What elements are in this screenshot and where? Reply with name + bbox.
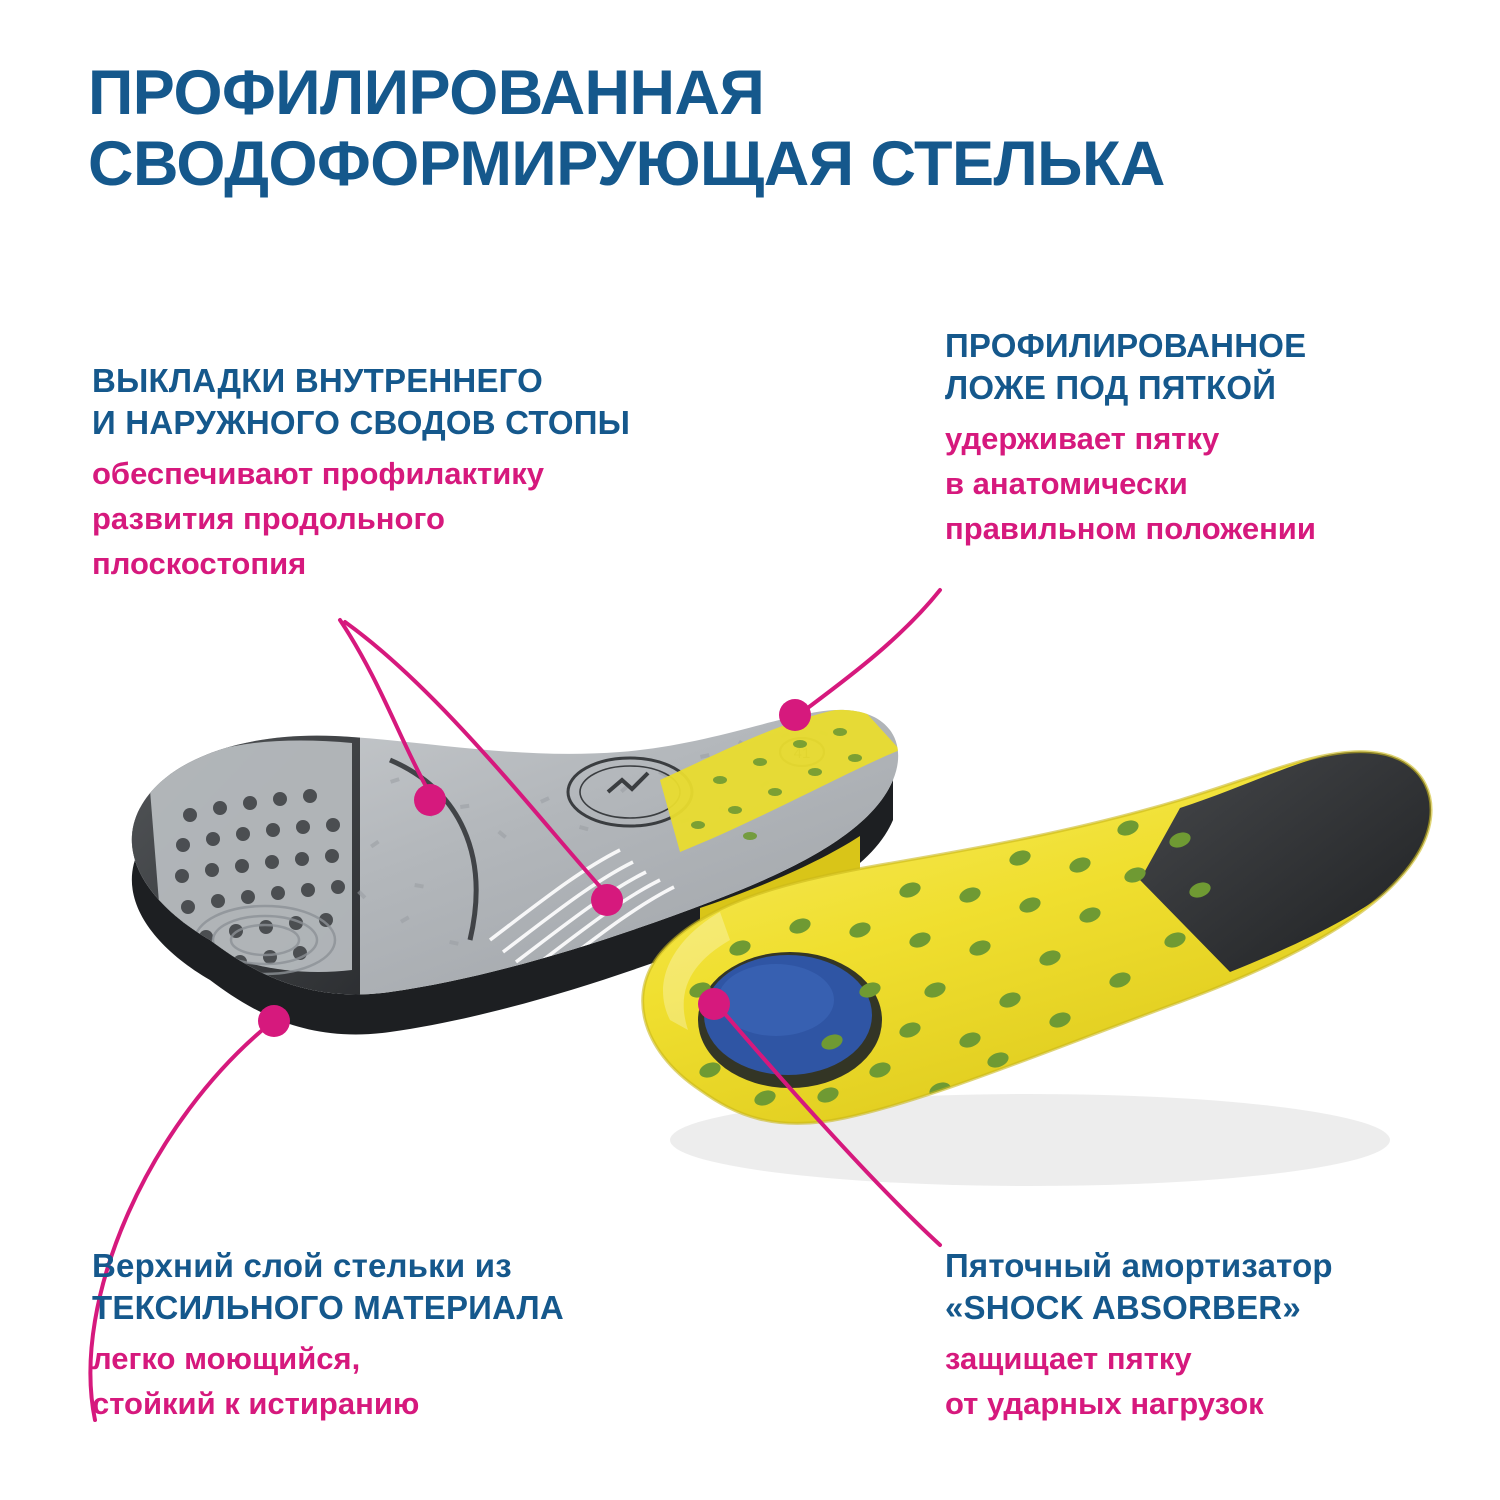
callout-shock-description (945, 1337, 1465, 1427)
insole-bottom-view-illustration (580, 690, 1460, 1250)
callout-arch-desc-line-3: плоскостопия (92, 546, 307, 582)
callout-textile-heading-line-2: ТЕКСИЛЬНОГО МАТЕРИАЛА (92, 1289, 564, 1327)
callout-heelbed-desc-line-2: в анатомически (945, 466, 1188, 502)
page-title (88, 58, 1448, 199)
callout-arch-heading (92, 360, 792, 444)
page-title-line-1: ПРОФИЛИРОВАННАЯ (88, 58, 765, 128)
callout-arch-desc-line-2: развития продольного (92, 501, 445, 537)
callout-textile-desc-line-1: легко моющийся, (92, 1341, 361, 1377)
callout-heelbed-heading (945, 325, 1465, 409)
callout-textile-description (92, 1337, 792, 1427)
callout-textile-layer (92, 1245, 792, 1427)
callout-heelbed-desc-line-1: удерживает пятку (945, 421, 1220, 457)
callout-heelbed-desc-line-3: правильном положении (945, 511, 1316, 547)
callout-arch-heading-line-2: И НАРУЖНОГО СВОДОВ СТОПЫ (92, 404, 631, 442)
callout-arch-supports (92, 360, 792, 587)
callout-shock-heading (945, 1245, 1465, 1329)
shock-absorber-pad (698, 952, 882, 1088)
callout-textile-heading (92, 1245, 792, 1329)
callout-shock-desc-line-1: защищает пятку (945, 1341, 1192, 1377)
callout-arch-description (92, 452, 792, 587)
callout-heelbed-heading-line-1: ПРОФИЛИРОВАННОЕ (945, 327, 1307, 364)
page-title-line-2: СВОДОФОРМИРУЮЩАЯ СТЕЛЬКА (88, 128, 1165, 199)
callout-shock-heading-line-2: «SHOCK ABSORBER» (945, 1289, 1301, 1327)
callout-heelbed-description (945, 417, 1465, 552)
callout-shock-heading-line-1: Пяточный амортизатор (945, 1247, 1333, 1284)
callout-heel-bed (945, 325, 1465, 552)
callout-shock-absorber (945, 1245, 1465, 1427)
callout-arch-desc-line-1: обеспечивают профилактику (92, 456, 545, 492)
callout-arch-heading-line-1: ВЫКЛАДКИ ВНУТРЕННЕГО (92, 362, 544, 399)
callout-shock-desc-line-2: от ударных нагрузок (945, 1386, 1264, 1422)
callout-heelbed-heading-line-2: ЛОЖЕ ПОД ПЯТКОЙ (945, 369, 1277, 407)
callout-textile-heading-line-1: Верхний слой стельки из (92, 1247, 512, 1284)
callout-textile-desc-line-2: стойкий к истиранию (92, 1386, 420, 1422)
